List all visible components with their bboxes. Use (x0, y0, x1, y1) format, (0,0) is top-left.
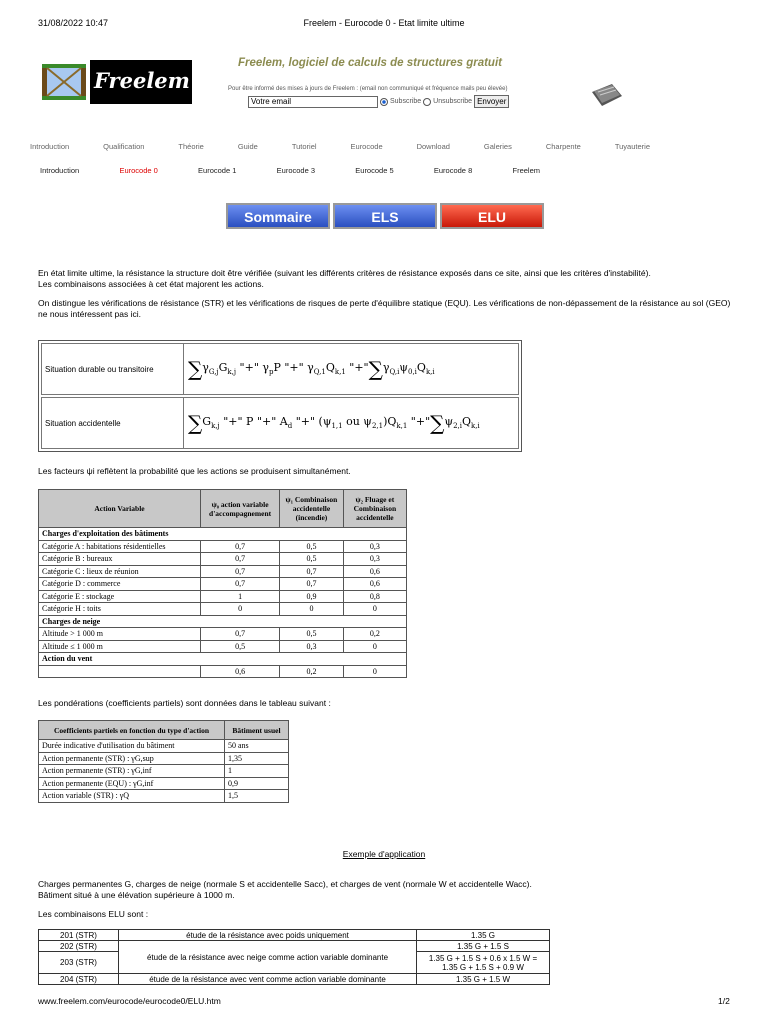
table-cell: 1,35 (225, 752, 289, 765)
subnav-link-eurocode-0[interactable]: Eurocode 0 (119, 166, 158, 175)
table-row (39, 565, 407, 578)
table-cell: Action permanente (EQU) : γG,inf (39, 777, 225, 790)
table-cell: 1 (225, 765, 289, 778)
situation-label: Situation accidentelle (42, 398, 184, 448)
sommaire-button[interactable]: Sommaire (226, 203, 330, 229)
table-cell: Durée indicative d'utilisation du bâtiment (39, 740, 225, 753)
example-title: Exemple d'application (342, 849, 426, 859)
nav-link-introduction[interactable]: Introduction (30, 142, 70, 151)
psi-intro: Les facteurs ψi reflètent la probabilité que les actions se produisent simultanément. (38, 466, 351, 476)
table-row (39, 930, 550, 941)
table-cell (39, 665, 201, 678)
print-title: Freelem - Eurocode 0 - Etat limite ultime (303, 18, 465, 28)
table-cell: 0 (201, 603, 280, 616)
nav-link-th-orie[interactable]: Théorie (178, 142, 204, 151)
nav-link-tutoriel[interactable]: Tutoriel (291, 142, 317, 151)
table-cell: 1,5 (225, 790, 289, 803)
elu-button[interactable]: ELU (440, 203, 544, 229)
table-row (39, 540, 407, 553)
table-cell: 50 ans (225, 740, 289, 753)
table-cell: 0,7 (201, 565, 280, 578)
combo-id: 201 (STR) (39, 930, 119, 941)
subscribe-info: Pour être informé des mises à jours de Freelem : (email non communiqué et fréquence mails peu élevée) (228, 86, 508, 92)
combo-formula: 1.35 G (417, 930, 550, 941)
table-cell: 0,6 (343, 578, 406, 591)
table-cell: 0 (343, 603, 406, 616)
table-cell: 0,3 (343, 553, 406, 566)
els-button[interactable]: ELS (333, 203, 437, 229)
table-cell: Catégorie B : bureaux (39, 553, 201, 566)
combination-formulas (38, 340, 522, 452)
table-cell: 0 (343, 640, 406, 653)
email-input[interactable] (248, 96, 378, 108)
formula-accidental: ∑ $G_{k,j}$ "+" P "+" $A_d$ "+" ($\psi_{1,1}$ ou $\psi_{2,1})Q_{k,1}$ "+" ∑ $\psi_{2,i}Q_{k,i}$ (188, 411, 480, 435)
table-cell: Altitude > 1 000 m (39, 628, 201, 641)
subscribe-form (248, 95, 509, 108)
combo-formula: 1.35 G + 1.5 W (417, 974, 550, 985)
situation-label: Situation durable ou transitoire (42, 344, 184, 394)
table-cell: 0,7 (201, 553, 280, 566)
table-row (39, 640, 407, 653)
freelem-logo[interactable] (38, 60, 192, 104)
table-cell: Action permanente (STR) : γG,sup (39, 752, 225, 765)
table-cell: Catégorie E : stockage (39, 590, 201, 603)
intro-paragraph-1 (38, 268, 738, 290)
main-nav (30, 142, 650, 151)
formula-row-durable (41, 343, 519, 395)
subscribe-label: Subscribe (390, 98, 422, 105)
truss-logo-icon (38, 60, 90, 104)
table-row (39, 603, 407, 616)
combo-formula: 1.35 G + 1.5 S + 0.6 x 1.5 W = 1.35 G + 1.5 S + 0.9 W (417, 952, 550, 974)
book-icon[interactable] (590, 82, 624, 110)
table-row (39, 553, 407, 566)
table-row (39, 665, 407, 678)
combo-description: étude de la résistance avec vent comme action variable dominante (119, 974, 417, 985)
table-cell: 0,7 (280, 578, 344, 591)
nav-link-galeries[interactable]: Galeries (483, 142, 512, 151)
table-cell: 0 (343, 665, 406, 678)
table-cell: Catégorie H : toits (39, 603, 201, 616)
table-cell: 0,5 (280, 628, 344, 641)
subnav-link-freelem[interactable]: Freelem (512, 166, 540, 175)
column-header: ψ₂ Fluage et Combinaison accidentelle (343, 490, 406, 528)
table-cell: 0,7 (201, 578, 280, 591)
table-row (39, 740, 289, 753)
section-header: Action du vent (39, 653, 407, 666)
example-line-1: Charges permanentes G, charges de neige (normale S et accidentelle Sacc), et charges de vent (normale W et accidentelle Wacc). (38, 879, 532, 889)
combo-formula: 1.35 G + 1.5 S (417, 941, 550, 952)
table-cell: 0,3 (343, 540, 406, 553)
table-cell: 0,2 (280, 665, 344, 678)
column-header: ψ₀ action variable d'accompagnement (201, 490, 280, 528)
unsubscribe-label: Unsubscribe (433, 98, 473, 105)
subnav-link-eurocode-3[interactable]: Eurocode 3 (276, 166, 316, 175)
intro-line-1: En état limite ultime, la résistance la structure doit être vérifiée (suivant les différents critères de résistance exposés dans ce site, ainsi que les critères d'instabilité). (38, 268, 651, 278)
combos-intro: Les combinaisons ELU sont : (38, 909, 149, 919)
column-header: Bâtiment usuel (225, 721, 289, 740)
table-row (39, 765, 289, 778)
table-cell: 0,5 (280, 553, 344, 566)
table-cell: 0,6 (201, 665, 280, 678)
table-cell: Catégorie A : habitations résidentielles (39, 540, 201, 553)
combo-id: 203 (STR) (39, 952, 119, 974)
table-row (39, 628, 407, 641)
table-cell: 0,7 (201, 540, 280, 553)
table-row (39, 590, 407, 603)
elu-combinations-table (38, 929, 550, 985)
print-datetime: 31/08/2022 10:47 (38, 18, 109, 28)
print-footer-page: 1/2 (718, 996, 730, 1006)
table-cell: 0,9 (280, 590, 344, 603)
combo-id: 204 (STR) (39, 974, 119, 985)
table-cell: 0,7 (280, 565, 344, 578)
example-line-2: Bâtiment situé à une élévation supérieure à 1000 m. (38, 890, 235, 900)
table-row (39, 615, 407, 628)
table-cell: Catégorie D : commerce (39, 578, 201, 591)
table-cell: 0,5 (280, 540, 344, 553)
send-button[interactable]: Envoyer (474, 95, 509, 108)
combo-description: étude de la résistance avec neige comme action variable dominante (119, 941, 417, 974)
intro-paragraph-2: On distingue les vérifications de résistance (STR) et les vérifications de risques de perte d'équilibre statique (EQU). Les vérifications de non-dépassement de la résistance au sol (GEO) ne nous intéressent pas ici. (38, 298, 731, 319)
intro-line-2: Les combinaisons associées à cet état majorent les actions. (38, 279, 264, 289)
sub-nav (40, 166, 540, 175)
combo-id: 202 (STR) (39, 941, 119, 952)
nav-link-guide[interactable]: Guide (237, 142, 258, 151)
formula-durable: ∑ $\gamma_{G,j}G_{k,j}$ "+" $\gamma_pP$ "+" $\gamma_{Q,1}Q_{k,1}$ "+" ∑ $\gamma_{Q,i}\psi_{0,i}Q_{k,i}$ (188, 357, 435, 381)
column-header: ψ₁ Combinaison accidentelle (incendie) (280, 490, 344, 528)
print-footer-url: www.freelem.com/eurocode/eurocode0/ELU.htm (38, 996, 221, 1006)
column-header: Coefficients partiels en fonction du type d'action (39, 721, 225, 740)
table-cell: 0,6 (343, 565, 406, 578)
table-row (39, 528, 407, 541)
section-header: Charges de neige (39, 615, 407, 628)
nav-link-download[interactable]: Download (416, 142, 450, 151)
table-cell: 0,9 (225, 777, 289, 790)
table-cell: 0,7 (201, 628, 280, 641)
nav-link-eurocode[interactable]: Eurocode (350, 142, 383, 151)
table-cell: 1 (201, 590, 280, 603)
subnav-link-eurocode-1[interactable]: Eurocode 1 (198, 166, 237, 175)
table-row (39, 941, 550, 952)
table-cell: Catégorie C : lieux de réunion (39, 565, 201, 578)
table-row (39, 578, 407, 591)
table-cell: Action variable (STR) : γQ (39, 790, 225, 803)
formula-row-accidental (41, 397, 519, 449)
coef-intro: Les pondérations (coefficients partiels) sont données dans le tableau suivant : (38, 698, 331, 708)
table-row (39, 777, 289, 790)
table-row (39, 653, 407, 666)
psi-factors-table (38, 489, 407, 678)
table-cell: Action permanente (STR) : γG,inf (39, 765, 225, 778)
table-cell: 0,3 (280, 640, 344, 653)
subnav-link-eurocode-5[interactable]: Eurocode 5 (355, 166, 394, 175)
table-cell: 0,8 (343, 590, 406, 603)
example-description (38, 879, 738, 901)
section-header: Charges d'exploitation des bâtiments (39, 528, 407, 541)
unsubscribe-radio[interactable] (423, 98, 431, 106)
table-cell: 0,5 (201, 640, 280, 653)
subnav-link-introduction[interactable]: Introduction (40, 166, 80, 175)
table-row (39, 974, 550, 985)
logo-text: Freelem (94, 68, 190, 93)
table-row (39, 752, 289, 765)
nav-link-tuyauterie[interactable]: Tuyauterie (614, 142, 650, 151)
partial-coefficients-table (38, 720, 289, 803)
column-header: Action Variable (39, 490, 201, 528)
nav-link-qualification[interactable]: Qualification (103, 142, 145, 151)
subscribe-radio[interactable] (380, 98, 388, 106)
table-row (39, 790, 289, 803)
subnav-link-eurocode-8[interactable]: Eurocode 8 (433, 166, 473, 175)
nav-link-charpente[interactable]: Charpente (545, 142, 581, 151)
table-cell: 0,2 (343, 628, 406, 641)
table-cell: Altitude ≤ 1 000 m (39, 640, 201, 653)
table-cell: 0 (280, 603, 344, 616)
combo-description: étude de la résistance avec poids uniquement (119, 930, 417, 941)
site-tagline: Freelem, logiciel de calculs de structures gratuit (238, 57, 502, 69)
